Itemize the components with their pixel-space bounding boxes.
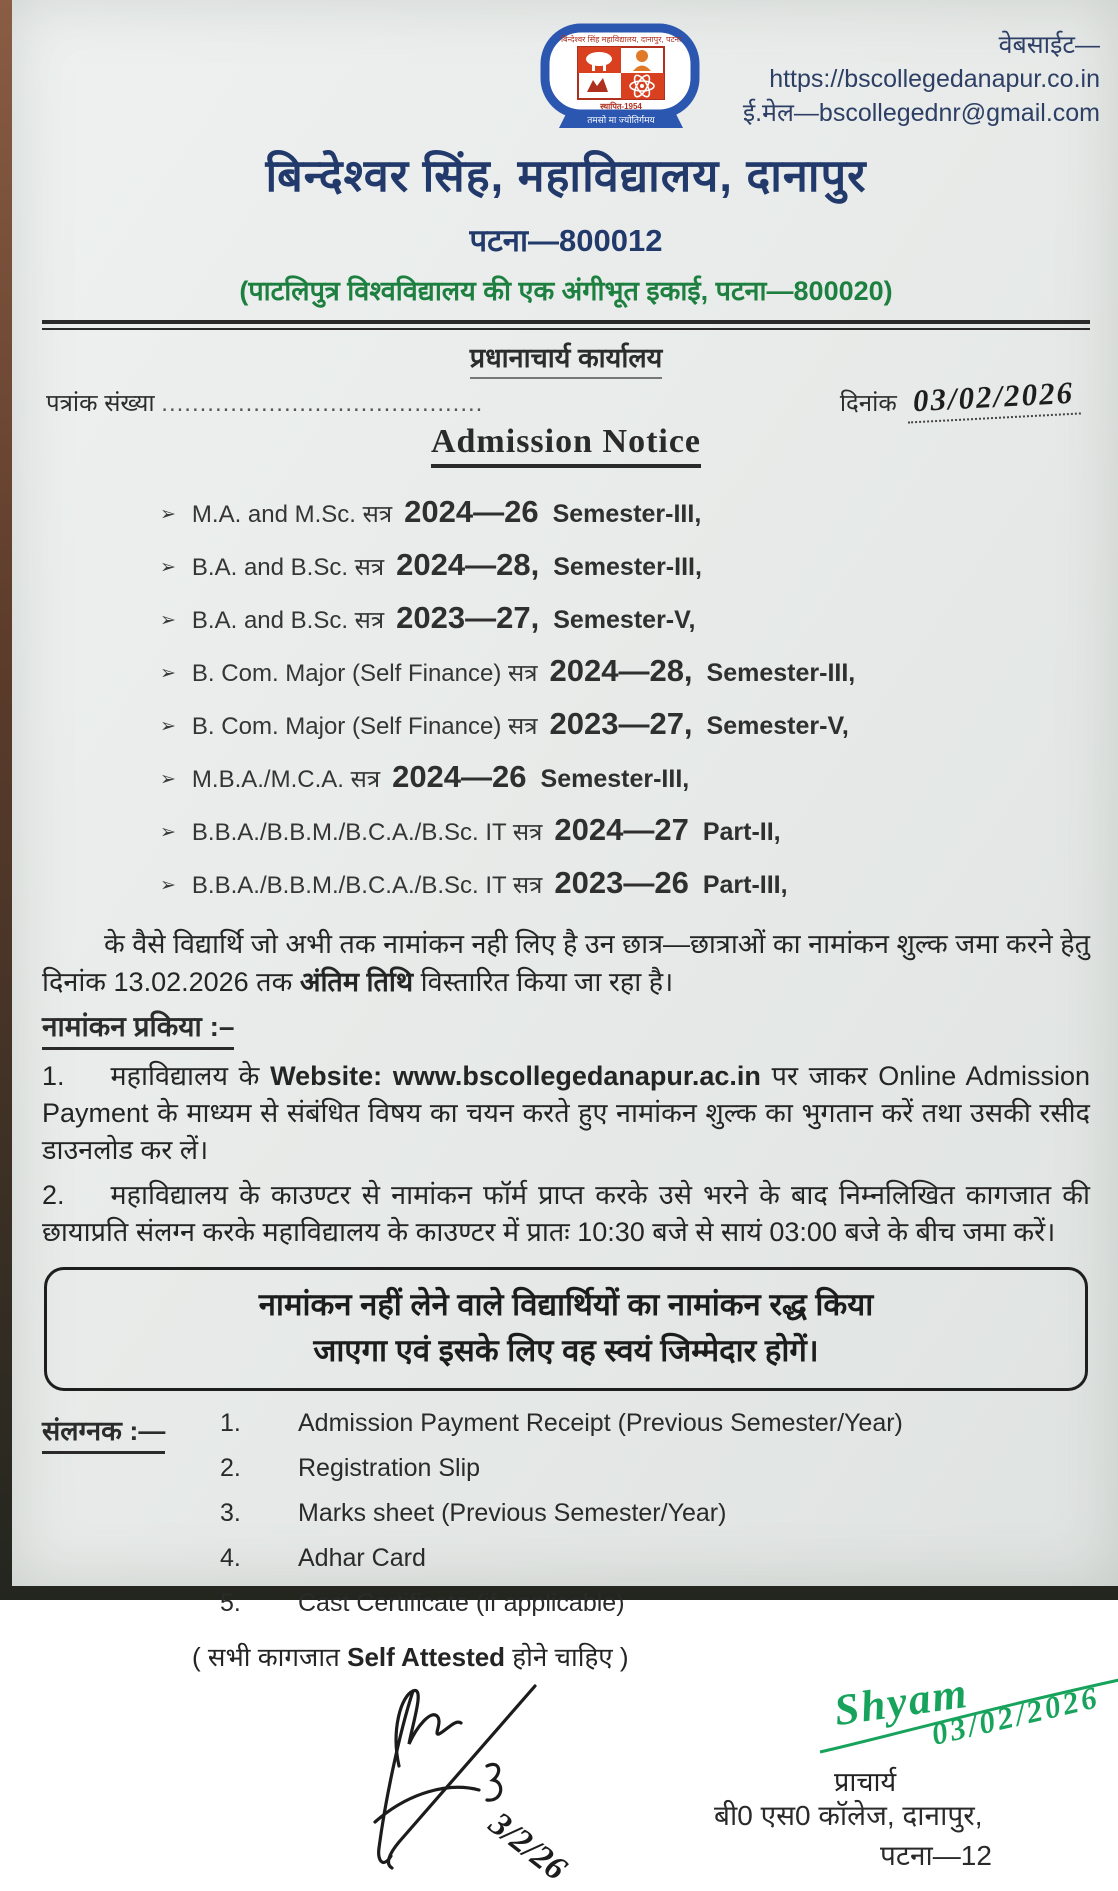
self-attested-note: ( सभी कागजात Self Attested होने चाहिए ) <box>192 1642 629 1672</box>
website-emphasis: Website: www.bscollegedanapur.ac.in <box>270 1061 761 1091</box>
list-item: 1. Admission Payment Receipt (Previous Semester/Year) <box>220 1409 903 1437</box>
arrow-bullet-icon: ➢ <box>160 557 176 578</box>
signature-name: Shyam <box>831 1667 972 1736</box>
email-line: ई.मेल—bscollegednr@gmail.com <box>742 99 1100 127</box>
arrow-bullet-icon: ➢ <box>160 822 176 843</box>
emblem-arc-text: बिन्देश्वर सिंह महाविद्यालय, दानापुर, पटना <box>560 35 682 44</box>
procedure-step-2: 2. महाविद्यालय के काउण्टर से नामांकन फॉर्म प्राप्त करके उसे भरने के बाद निम्नलिखित कागजात की छायाप्रति संलग्न करके महाविद्यालय के काउण्टर में प्रातः 10:30 बजे से सायं 03:00 बजे के बीच जमा करें। <box>42 1180 1090 1247</box>
deadline-emphasis: अंतिम तिथि <box>299 967 414 997</box>
attachments-list <box>220 1409 1090 1634</box>
date-label: दिनांक <box>839 390 897 417</box>
list-item: ➢ B. Com. Major (Self Finance) सत्र 2024—28, Semester-III, <box>160 653 856 688</box>
office-heading: प्रधानाचार्य कार्यालय <box>42 338 1090 379</box>
arrow-bullet-icon: ➢ <box>160 875 176 896</box>
city-pin: पटना—800012 <box>469 223 663 258</box>
warning-line-1: नामांकन नहीं लेने वाले विद्यार्थियों का नामांकन रद्ध किया <box>258 1287 874 1322</box>
list-item: 5. Cast Certificate (if applicable) <box>220 1589 625 1617</box>
emblem-motto-text: तमसो मा ज्योतिर्गमय <box>587 115 655 125</box>
list-item: ➢ B. Com. Major (Self Finance) सत्र 2023—27, Semester-V, <box>160 706 849 741</box>
date-field <box>839 374 1090 419</box>
college-emblem-icon <box>537 16 705 134</box>
letterhead-top <box>42 6 1100 142</box>
procedure-step-1: 1. महाविद्यालय के Website: www.bscollegedanapur.ac.in पर जाकर Online Admission Payment के माध्यम से संबंधित विषय का चयन करते हुए नामांकन शुल्क का भुगतान करें तथा उसकी रसीद डाउनलोड कर लें। <box>42 1061 1090 1165</box>
signature-zone <box>42 1667 1103 1891</box>
list-item: ➢ M.B.A./M.C.A. सत्र 2024—26 Semester-III, <box>160 759 690 794</box>
step-number: 1. <box>42 1061 65 1091</box>
self-attested-emphasis: Self Attested <box>347 1642 506 1672</box>
principal-signature-scribble <box>337 1670 587 1890</box>
city-line: पटना—12 <box>880 1840 992 1871</box>
contact-block <box>710 28 1100 130</box>
list-item: ➢ B.B.A./B.B.M./B.C.A./B.Sc. IT सत्र 2023—26 Part-III, <box>160 865 788 900</box>
warning-line-2: जाएगा एवं इसके लिए वह स्वयं जिम्मेदार होगें। <box>313 1333 819 1368</box>
warning-box <box>44 1267 1088 1391</box>
program-list <box>160 494 1090 901</box>
arrow-bullet-icon: ➢ <box>160 769 176 790</box>
attachments-label: संलग्नक :— <box>42 1409 220 1634</box>
website-line: वेबसाईट—https://bscollegedanapur.co.in <box>769 31 1100 93</box>
emblem-established-text: स्थापित-1954 <box>600 102 642 111</box>
list-item: ➢ B.A. and B.Sc. सत्र 2024—28, Semester-III, <box>160 547 702 582</box>
notice-paper <box>12 0 1118 1888</box>
double-rule <box>42 320 1090 330</box>
list-item: 4. Adhar Card <box>220 1544 426 1572</box>
right-signature-date: 03/02/2026 <box>928 1679 1103 1752</box>
arrow-bullet-icon: ➢ <box>160 610 176 631</box>
left-signature-date: 3/2/26 <box>482 1805 574 1888</box>
arrow-bullet-icon: ➢ <box>160 716 176 737</box>
letter-number-dots: .......................................... <box>161 390 484 417</box>
procedure-heading: नामांकन प्रकिया :– <box>42 1007 1090 1050</box>
letter-number: पत्रांक संख्या .......................................... <box>46 390 484 417</box>
letter-number-row <box>42 374 1090 419</box>
college-name: बिन्देश्वर सिंह, महाविद्यालय, दानापुर <box>265 150 867 201</box>
arrow-bullet-icon: ➢ <box>160 663 176 684</box>
notice-title: Admission Notice <box>42 423 1090 468</box>
affiliation-line: (पाटलिपुत्र विश्वविद्यालय की एक अंगीभूत इकाई, पटना—800020) <box>239 276 893 306</box>
extension-paragraph: के वैसे विद्यार्थि जो अभी तक नामांकन नही लिए है उन छात्र—छात्राओं का नामांकन शुल्क जमा करने हेतु दिनांक 13.02.2026 तक अंतिम तिथि विस्तारित किया जा रहा है। <box>42 929 1090 997</box>
college-short-name: बी0 एस0 कॉलेज, दानापुर, <box>714 1800 983 1831</box>
attachments-section <box>42 1409 1090 1634</box>
designation: प्राचार्य <box>834 1767 897 1797</box>
list-item: ➢ B.B.A./B.B.M./B.C.A./B.Sc. IT सत्र 2024—27 Part-II, <box>160 812 781 847</box>
arrow-bullet-icon: ➢ <box>160 504 176 525</box>
list-item: 3. Marks sheet (Previous Semester/Year) <box>220 1499 727 1527</box>
list-item: ➢ B.A. and B.Sc. सत्र 2023—27, Semester-V, <box>160 600 696 635</box>
list-item: 2. Registration Slip <box>220 1454 481 1482</box>
handwritten-date: 03/02/2026 <box>906 374 1081 423</box>
principal-signature-green <box>812 1667 1118 1772</box>
step-number: 2. <box>42 1180 65 1210</box>
list-item: ➢ M.A. and M.Sc. सत्र 2024—26 Semester-III, <box>160 494 702 529</box>
